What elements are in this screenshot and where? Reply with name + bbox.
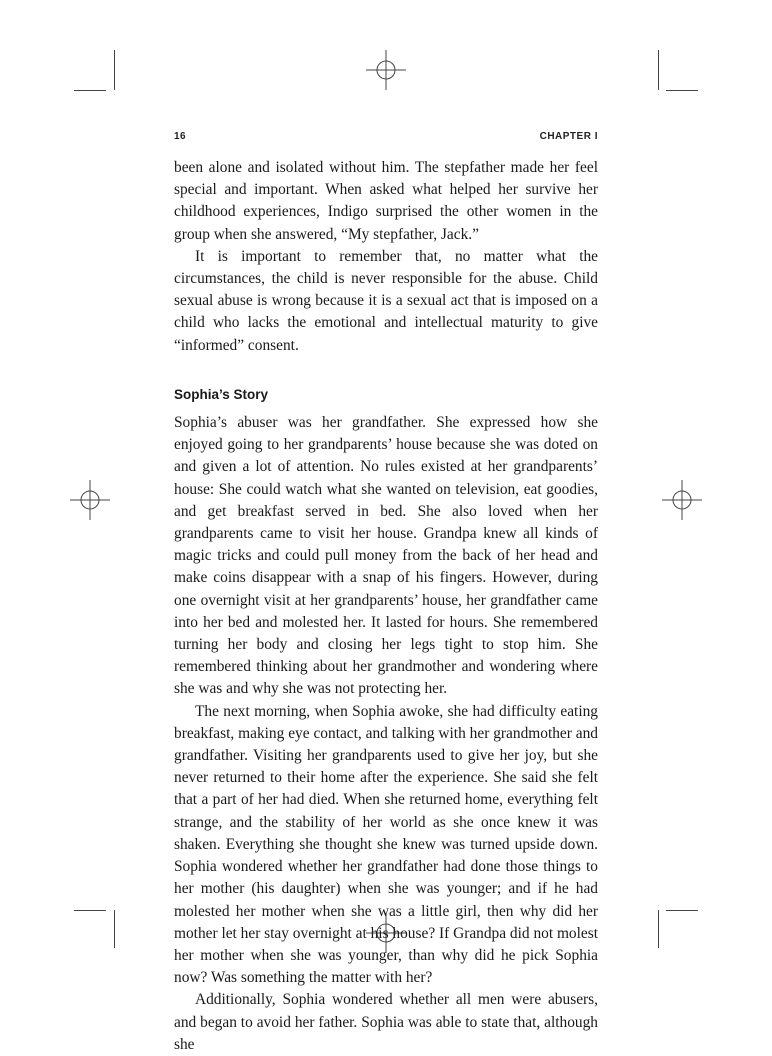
crop-mark (114, 50, 115, 90)
crop-mark (74, 90, 106, 91)
paragraph: Sophia’s abuser was her grandfather. She expressed how she enjoyed going to her grandparents’ house because she was doted on and given a lot of attention. No rules existed at her grandparents’ house: She could watch what she wanted on television, eat goodies, and get breakfast served in bed. She also loved when her grandparents came to visit her house. Grandpa knew all kinds of magic tricks and could pull money from the back of her head and make coins disappear with a snap of his fingers. However, during one overnight visit at her grandparents’ house, her grandfather came into her bed and molested her. It lasted for hours. She remembered turning her body and closing her legs tight to stop him. She remembered thinking about her grandmother and wondering where she was and why she was not protecting her. (174, 414, 598, 698)
registration-mark-icon (662, 480, 702, 520)
paragraph: been alone and isolated without him. The stepfather made her feel special and important. When asked what helped her survive her childhood experiences, Indigo surprised the other women in the group when she answered, “My stepfather, Jack.” (174, 159, 598, 243)
crop-mark (658, 50, 659, 90)
crop-mark (666, 910, 698, 911)
body-text (174, 157, 598, 1056)
crop-mark (658, 910, 659, 948)
crop-mark (666, 90, 698, 91)
crop-mark (74, 910, 106, 911)
section-heading: Sophia’s Story (174, 386, 269, 402)
running-head (174, 131, 598, 142)
registration-mark-icon (70, 480, 110, 520)
paragraph: Additionally, Sophia wondered whether all men were abusers, and began to avoid her father. Sophia was able to state that, although she (174, 991, 598, 1053)
paragraph: The next morning, when Sophia awoke, she had difficulty eating breakfast, making eye contact, and talking with her grandmother and grandfather. Visiting her grandparents used to give her joy, but she never returned to their home after the experience. She said she felt that a part of her had died. When she returned home, everything felt strange, and the stability of her world as she once knew it was shaken. Everything she thought she knew was turned upside down. Sophia wondered whether her grandfather had done those things to her mother (his daughter) when she was younger; and if he had molested her mother when she was a little girl, then why did her mother let her stay overnight at his house? If Grandpa did not molest her mother when she was younger, than why did he pick Sophia now? Was something the matter with her? (174, 702, 598, 987)
crop-mark (114, 910, 115, 948)
paragraph: It is important to remember that, no matter what the circumstances, the child is never responsible for the abuse. Child sexual abuse is wrong because it is a sexual act that is imposed on a child who lacks the emotional and intellectual maturity to give “informed” consent. (174, 247, 598, 354)
page-number: 16 (174, 131, 187, 142)
chapter-title: CHAPTER I (539, 131, 598, 142)
registration-mark-icon (366, 50, 406, 90)
